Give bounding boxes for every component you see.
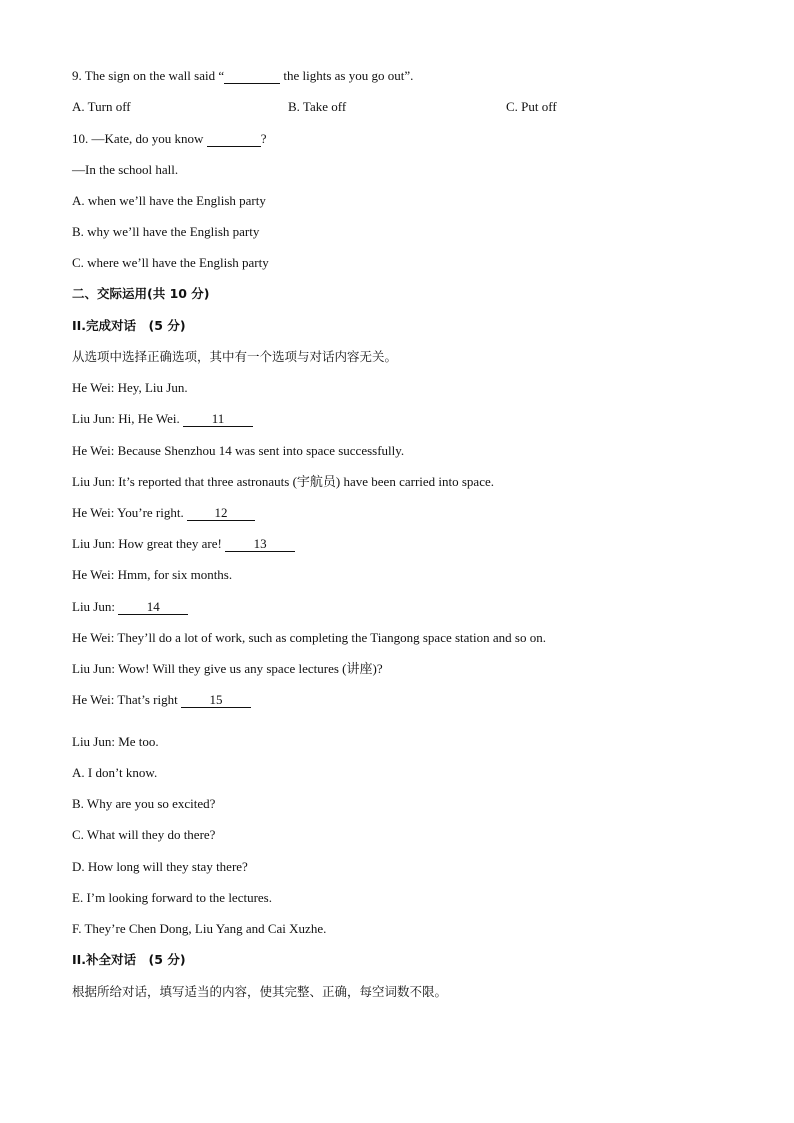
q10-option-c: C. where we’ll have the English party (72, 255, 269, 270)
dialogue-line: He Wei: They’ll do a lot of work, such as completing the Tiangong space station and so on. (72, 630, 546, 645)
q10-answer-line: —In the school hall. (72, 162, 179, 177)
choice-f: F. They’re Chen Dong, Liu Yang and Cai Xuzhe. (72, 921, 327, 936)
q9-option-c: C. Put off (506, 99, 557, 114)
choice-b: B. Why are you so excited? (72, 796, 216, 811)
part1-instruction: 从选项中选择正确选项，其中有一个选项与对话内容无关。 (72, 349, 398, 364)
answer-blank[interactable] (207, 132, 261, 147)
dialogue-line: Liu Jun: Wow! Will they give us any space lectures (讲座)? (72, 661, 383, 676)
blank-15[interactable]: 15 (181, 693, 251, 708)
choice-e: E. I’m looking forward to the lectures. (72, 890, 272, 905)
part1-title: II.完成对话 (5 分) (72, 318, 186, 333)
choice-c: C. What will they do there? (72, 827, 216, 842)
dialogue-line: Liu Jun: How great they are! 13 (72, 536, 295, 552)
blank-12[interactable]: 12 (187, 506, 255, 521)
question-10-stem: 10. —Kate, do you know ? (72, 131, 267, 146)
choice-a: A. I don’t know. (72, 765, 158, 780)
blank-14[interactable]: 14 (118, 600, 188, 615)
part2-title: II.补全对话 (5 分) (72, 952, 186, 967)
part2-instruction: 根据所给对话，填写适当的内容，使其完整、正确，每空词数不限。 (72, 984, 448, 999)
q10-option-a: A. when we’ll have the English party (72, 193, 266, 208)
dialogue-line: He Wei: That’s right 15 (72, 692, 251, 708)
dialogue-line: He Wei: You’re right. 12 (72, 505, 255, 521)
q9-option-b: B. Take off (288, 99, 347, 114)
dialogue-line: Liu Jun: Me too. (72, 734, 159, 749)
blank-13[interactable]: 13 (225, 537, 295, 552)
dialogue-line: He Wei: Hey, Liu Jun. (72, 380, 188, 395)
q9-option-a: A. Turn off (72, 99, 131, 114)
dialogue-line: Liu Jun: 14 (72, 599, 188, 615)
question-9-stem: 9. The sign on the wall said “ the lights as you go out”. (72, 68, 414, 83)
q10-option-b: B. why we’ll have the English party (72, 224, 260, 239)
section-title: 二、交际运用(共 10 分) (72, 286, 210, 301)
choice-d: D. How long will they stay there? (72, 859, 248, 874)
answer-blank[interactable] (224, 69, 280, 84)
blank-11[interactable]: 11 (183, 412, 253, 427)
dialogue-line: He Wei: Because Shenzhou 14 was sent into space successfully. (72, 443, 405, 458)
dialogue-line: Liu Jun: Hi, He Wei. 11 (72, 411, 253, 427)
dialogue-line: He Wei: Hmm, for six months. (72, 567, 233, 582)
dialogue-line: Liu Jun: It’s reported that three astronauts (宇航员) have been carried into space. (72, 474, 494, 489)
